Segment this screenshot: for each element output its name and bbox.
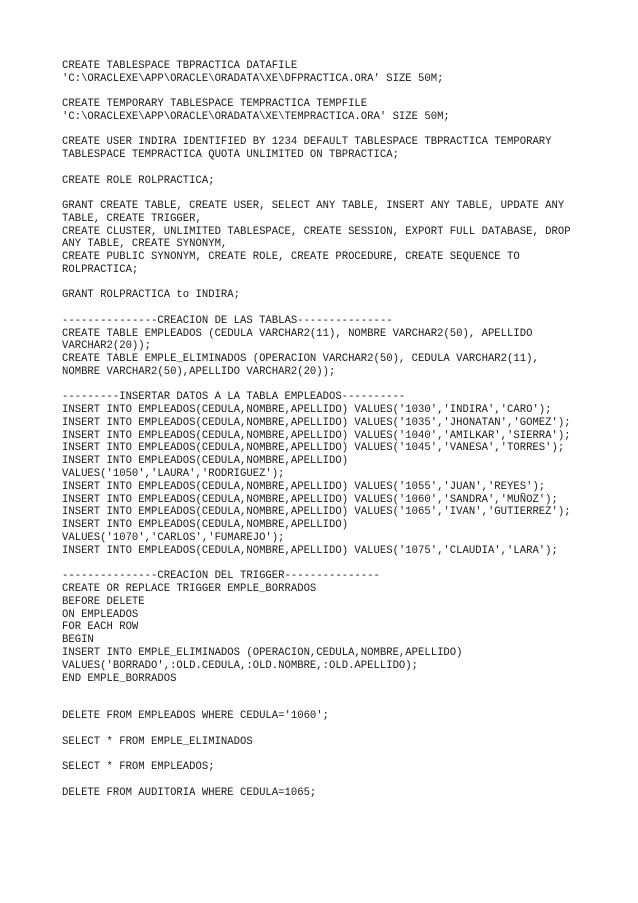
code-line: INSERT INTO EMPLEADOS(CEDULA,NOMBRE,APELLIDO) VALUES('1060','SANDRA','MUÑOZ'); xyxy=(62,493,558,506)
code-line: INSERT INTO EMPLEADOS(CEDULA,NOMBRE,APELLIDO) VALUES('1040','AMILKAR','SIERRA'); xyxy=(62,429,571,442)
code-line: TABLE, CREATE TRIGGER, xyxy=(62,212,202,225)
code-line: INSERT INTO EMPLEADOS(CEDULA,NOMBRE,APELLIDO) VALUES('1055','JUAN','REYES'); xyxy=(62,480,546,493)
sql-statement-block xyxy=(62,60,622,86)
code-line: SELECT * FROM EMPLEADOS; xyxy=(62,761,215,774)
code-line: VALUES('BORRADO',:OLD.CEDULA,:OLD.NOMBRE,:OLD.APELLIDO); xyxy=(62,659,419,672)
code-line: CREATE USER INDIRA IDENTIFIED BY 1234 DEFAULT TABLESPACE TBPRACTICA TEMPORARY xyxy=(62,136,552,149)
code-line: 'C:\ORACLEXE\APP\ORACLE\ORADATA\XE\TEMPRACTICA.ORA' SIZE 50M; xyxy=(62,110,450,123)
code-line: DELETE FROM AUDITORIA WHERE CEDULA=1065; xyxy=(62,786,317,799)
code-line: ---------------CREACION DEL TRIGGER--------------- xyxy=(62,570,380,583)
sql-statement-block xyxy=(62,736,622,749)
code-line: TABLESPACE TEMPRACTICA QUOTA UNLIMITED ON TBPRACTICA; xyxy=(62,149,399,162)
code-line: ON EMPLEADOS xyxy=(62,608,139,621)
sql-statement-block xyxy=(62,200,622,277)
code-line: GRANT CREATE TABLE, CREATE USER, SELECT ANY TABLE, INSERT ANY TABLE, UPDATE ANY xyxy=(62,199,565,212)
code-line: CREATE CLUSTER, UNLIMITED TABLESPACE, CREATE SESSION, EXPORT FULL DATABASE, DROP xyxy=(62,225,571,238)
code-line: INSERT INTO EMPLEADOS(CEDULA,NOMBRE,APELLIDO) VALUES('1035','JHONATAN','GOMEZ'); xyxy=(62,416,571,429)
code-line: FOR EACH ROW xyxy=(62,621,139,634)
code-line: GRANT ROLPRACTICA to INDIRA; xyxy=(62,289,241,302)
code-line: CREATE OR REPLACE TRIGGER EMPLE_BORRADOS xyxy=(62,583,317,596)
code-line: CREATE TABLESPACE TBPRACTICA DATAFILE xyxy=(62,60,298,72)
code-line: CREATE TABLE EMPLEADOS (CEDULA VARCHAR2(11), NOMBRE VARCHAR2(50), APELLIDO xyxy=(62,327,533,340)
code-line: NOMBRE VARCHAR2(50),APELLIDO VARCHAR2(20)); xyxy=(62,365,336,378)
sql-statement-block xyxy=(62,787,622,800)
code-line: INSERT INTO EMPLE_ELIMINADOS (OPERACION,CEDULA,NOMBRE,APELLIDO) xyxy=(62,647,463,660)
code-line: CREATE PUBLIC SYNONYM, CREATE ROLE, CREATE PROCEDURE, CREATE SEQUENCE TO xyxy=(62,251,520,264)
code-line: INSERT INTO EMPLEADOS(CEDULA,NOMBRE,APELLIDO) VALUES('1030','INDIRA','CARO'); xyxy=(62,404,552,417)
sql-statement-block xyxy=(62,175,622,188)
code-line: CREATE TABLE EMPLE_ELIMINADOS (OPERACION VARCHAR2(50), CEDULA VARCHAR2(11), xyxy=(62,353,539,366)
sql-statement-block xyxy=(62,570,622,685)
code-line: INSERT INTO EMPLEADOS(CEDULA,NOMBRE,APELLIDO) VALUES('1075','CLAUDIA','LARA'); xyxy=(62,544,558,557)
code-line: BEFORE DELETE xyxy=(62,595,145,608)
code-line: CREATE TEMPORARY TABLESPACE TEMPRACTICA TEMPFILE xyxy=(62,98,368,111)
sql-statement-block xyxy=(62,98,622,124)
code-line: ANY TABLE, CREATE SYNONYM, xyxy=(62,238,228,251)
code-line: SELECT * FROM EMPLE_ELIMINADOS xyxy=(62,735,253,748)
code-line: VARCHAR2(20)); xyxy=(62,340,152,353)
code-line: ---------INSERTAR DATOS A LA TABLA EMPLEADOS---------- xyxy=(62,391,406,404)
sql-statement-block xyxy=(62,761,622,774)
code-line: ---------------CREACION DE LAS TABLAS--------------- xyxy=(62,314,393,327)
code-line: 'C:\ORACLEXE\APP\ORACLE\ORADATA\XE\DFPRACTICA.ORA' SIZE 50M; xyxy=(62,72,444,85)
code-line: VALUES('1070','CARLOS','FUMAREJO'); xyxy=(62,532,285,545)
sql-statement-block xyxy=(62,315,622,379)
code-line: END EMPLE_BORRADOS xyxy=(62,672,177,685)
code-line: CREATE ROLE ROLPRACTICA; xyxy=(62,174,215,187)
code-line: VALUES('1050','LAURA','RODRIGUEZ'); xyxy=(62,468,285,481)
code-line: BEGIN xyxy=(62,634,94,647)
code-line: INSERT INTO EMPLEADOS(CEDULA,NOMBRE,APELLIDO) VALUES('1065','IVAN','GUTIERREZ'); xyxy=(62,506,571,519)
sql-statement-block xyxy=(62,391,622,557)
code-line: INSERT INTO EMPLEADOS(CEDULA,NOMBRE,APELLIDO) VALUES('1045','VANESA','TORRES'); xyxy=(62,442,565,455)
code-line: ROLPRACTICA; xyxy=(62,263,139,276)
sql-script-document xyxy=(62,60,622,812)
code-line: DELETE FROM EMPLEADOS WHERE CEDULA='1060'; xyxy=(62,710,330,723)
code-line: INSERT INTO EMPLEADOS(CEDULA,NOMBRE,APELLIDO) xyxy=(62,519,349,532)
code-line: INSERT INTO EMPLEADOS(CEDULA,NOMBRE,APELLIDO) xyxy=(62,455,349,468)
sql-statement-block xyxy=(62,289,622,302)
sql-statement-block xyxy=(62,710,622,723)
sql-statement-block xyxy=(62,136,622,162)
